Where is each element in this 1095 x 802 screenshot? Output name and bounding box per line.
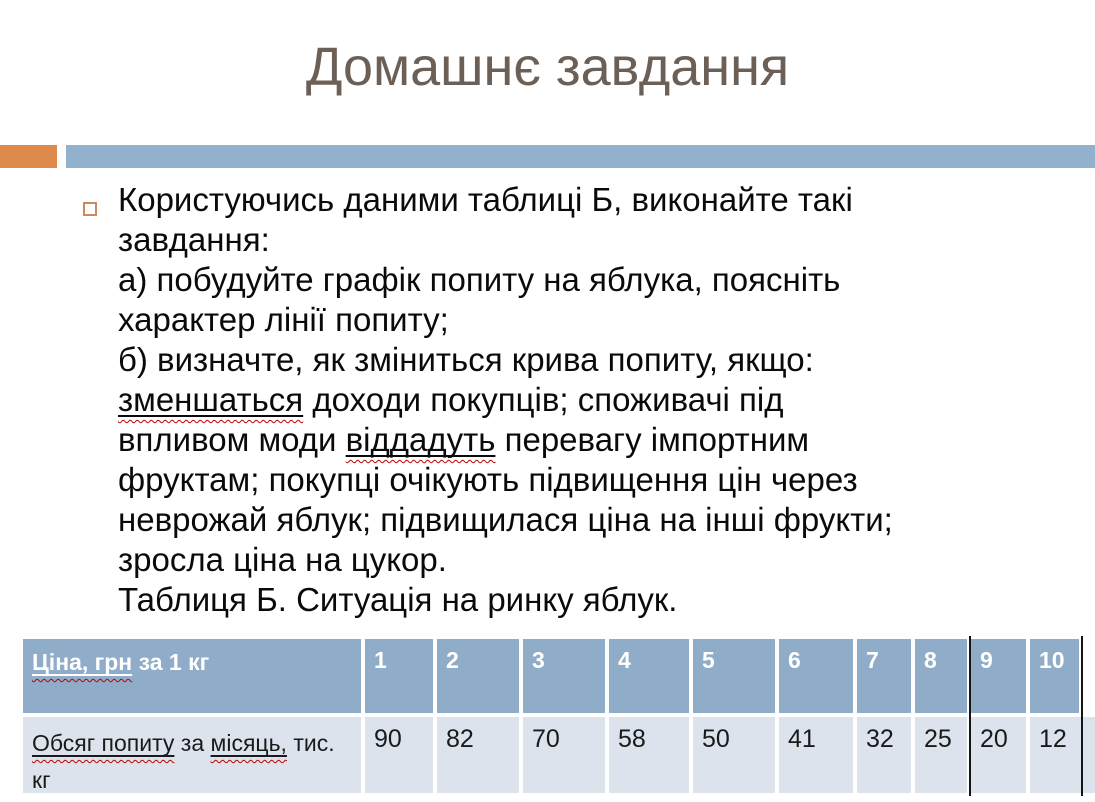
- table-row-label-cell: [23, 717, 361, 793]
- body-text: [118, 180, 1068, 620]
- table-divider-line-left: [969, 636, 971, 796]
- spellcheck-squiggle: віддадуть: [345, 421, 496, 458]
- price-cell: 6: [779, 639, 853, 713]
- body-line: [118, 180, 1068, 220]
- demand-table: [23, 639, 1079, 793]
- text-segment: Таблиця Б. Ситуація на ринку яблук.: [118, 581, 678, 618]
- volume-cell: 70: [523, 717, 605, 793]
- text-segment: Користуючись даними таблиці Б, виконайте такі: [118, 181, 853, 218]
- body-line: [118, 420, 1068, 460]
- body-line: [118, 260, 1068, 300]
- table-divider-line-right: [1081, 636, 1083, 796]
- spellcheck-squiggle: Обсяг попиту: [32, 730, 175, 756]
- text-segment: завдання:: [118, 221, 270, 258]
- body-line: [118, 580, 1068, 620]
- body-line: [118, 540, 1068, 580]
- price-cell: 1: [365, 639, 433, 713]
- volume-cell: 12: [1030, 717, 1079, 793]
- body-line: [118, 500, 1068, 540]
- text-segment: за 1 кг: [132, 649, 210, 675]
- volume-cell: 58: [609, 717, 689, 793]
- misspelled-word: [118, 381, 303, 418]
- text-segment: перевагу імпортним: [495, 421, 810, 458]
- spellcheck-squiggle: місяць,: [210, 730, 287, 756]
- volume-cell: 41: [779, 717, 853, 793]
- price-cell: 3: [523, 639, 605, 713]
- body-line: [118, 460, 1068, 500]
- price-cell: 8: [915, 639, 967, 713]
- accent-blue-bar: [66, 145, 1095, 168]
- slide-title: Домашнє завдання: [305, 37, 790, 97]
- text-segment: доходи покупців; споживачі під: [303, 381, 784, 418]
- price-cell: 10: [1030, 639, 1079, 713]
- text-segment: тис. кг: [32, 730, 342, 793]
- misspelled-word: [211, 730, 287, 756]
- volume-cell: 32: [857, 717, 911, 793]
- misspelled-word: [32, 649, 132, 675]
- volume-cell: 82: [437, 717, 519, 793]
- body-line: [118, 380, 1068, 420]
- price-cell: 7: [857, 639, 911, 713]
- misspelled-word: [32, 730, 174, 756]
- text-segment: за: [174, 730, 211, 756]
- table-header-label-cell: [23, 639, 361, 713]
- text-segment: неврожай яблук; підвищилася ціна на інші фрукти;: [118, 501, 893, 538]
- volume-cell: 90: [365, 717, 433, 793]
- text-segment: зросла ціна на цукор.: [118, 541, 447, 578]
- text-segment: впливом моди: [118, 421, 346, 458]
- text-segment: характер лінії попиту;: [118, 301, 449, 338]
- misspelled-word: [346, 421, 496, 458]
- price-cell: 2: [437, 639, 519, 713]
- price-cell: 9: [971, 639, 1026, 713]
- text-segment: фруктам; покупці очікують підвищення цін через: [118, 461, 858, 498]
- volume-cell: 50: [693, 717, 775, 793]
- body-line: [118, 220, 1068, 260]
- table-data-row: [23, 717, 1079, 793]
- spellcheck-squiggle: Ціна, грн: [32, 649, 133, 675]
- body-line: [118, 340, 1068, 380]
- accent-orange-block: [0, 145, 57, 168]
- table-header-row: [23, 639, 1079, 713]
- text-segment: б) визначте, як зміниться крива попиту, якщо:: [118, 341, 814, 378]
- volume-cell: 25: [915, 717, 967, 793]
- text-segment: а) побудуйте графік попиту на яблука, поясніть: [118, 261, 841, 298]
- volume-cell: 20: [971, 717, 1026, 793]
- bullet-square-icon: [83, 202, 97, 216]
- price-cell: 4: [609, 639, 689, 713]
- body-line: [118, 300, 1068, 340]
- spellcheck-squiggle: зменшаться: [118, 381, 304, 418]
- price-cell: 5: [693, 639, 775, 713]
